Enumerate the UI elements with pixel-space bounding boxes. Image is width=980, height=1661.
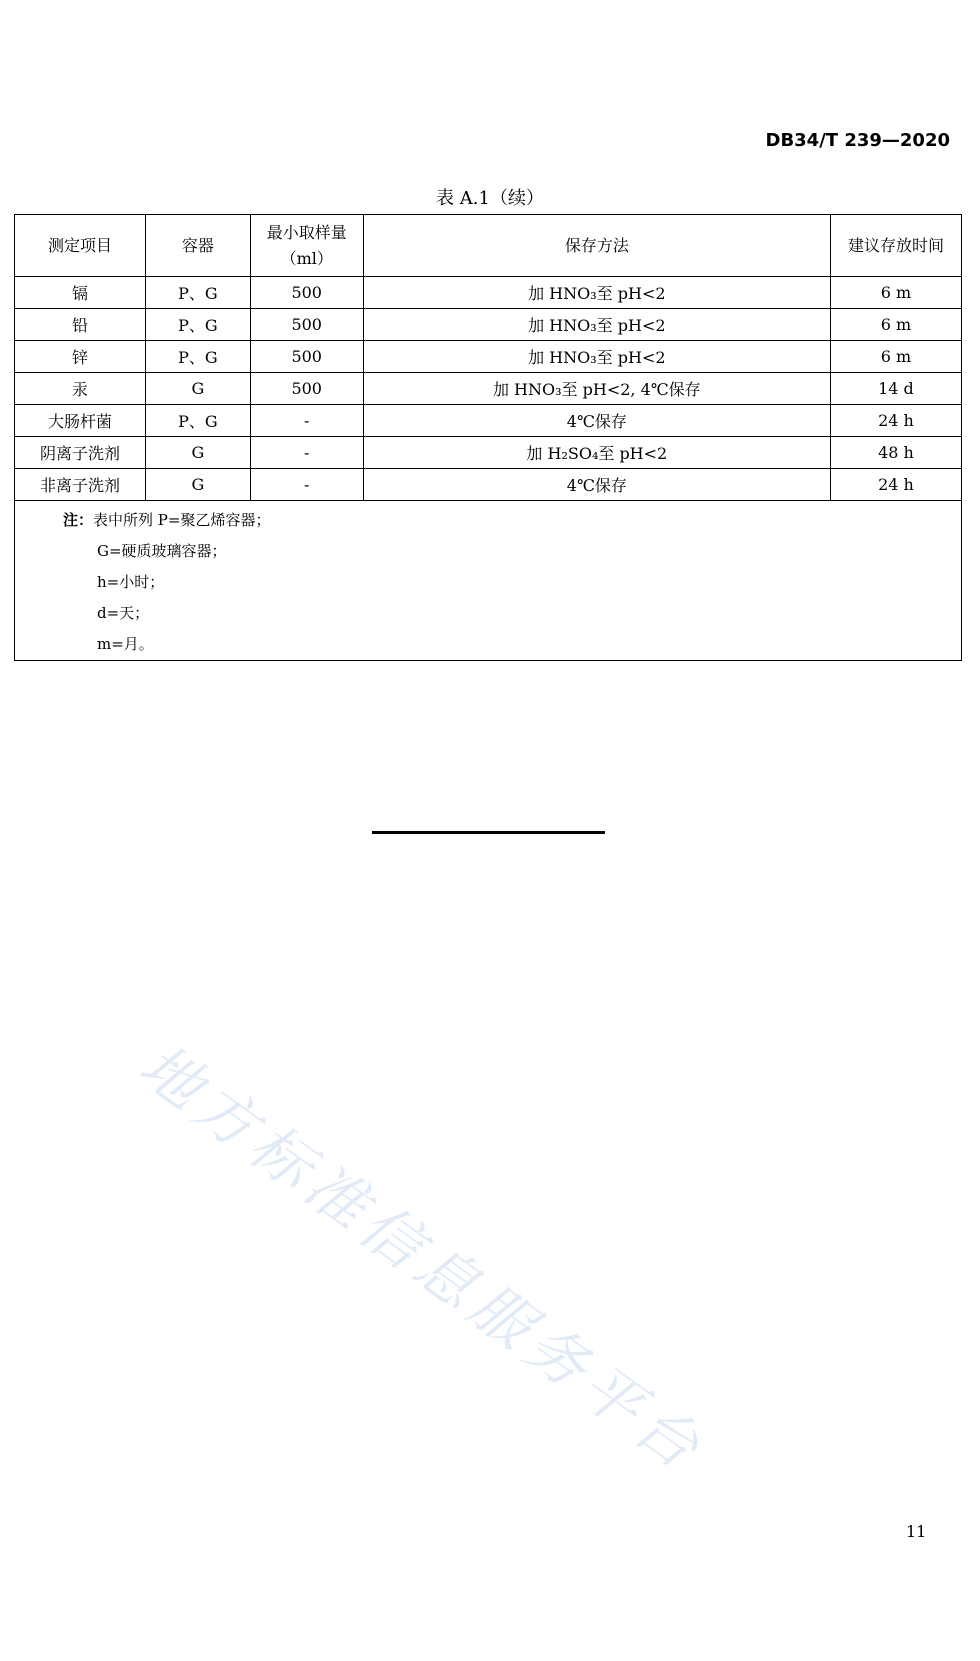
cell-item: 非离子洗剂 [15,469,146,501]
note-line: m=月。 [97,635,154,653]
col-header-container: 容器 [146,215,251,277]
cell-volume: - [250,469,363,501]
table-row [15,277,962,309]
cell-method: 4℃保存 [363,469,830,501]
table-header-row [15,215,962,277]
table-row [15,405,962,437]
cell-container: P、G [146,341,251,373]
table-row [15,373,962,405]
cell-period: 48 h [830,437,961,469]
note-label: 注： [63,511,94,529]
cell-item: 阴离子洗剂 [15,437,146,469]
cell-container: P、G [146,277,251,309]
cell-period: 6 m [830,309,961,341]
col-header-min-volume [250,215,363,277]
cell-method: 加 HNO₃至 pH<2 [363,341,830,373]
min-volume-label: 最小取样量 [266,222,347,242]
cell-period: 6 m [830,277,961,309]
end-rule [372,831,605,834]
table-row [15,309,962,341]
cell-period: 6 m [830,341,961,373]
page-number: 11 [906,1522,927,1541]
min-volume-unit: （ml） [280,248,333,268]
cell-item: 汞 [15,373,146,405]
cell-method: 加 H₂SO₄至 pH<2 [363,437,830,469]
cell-method: 加 HNO₃至 pH<2 [363,277,830,309]
cell-volume: - [250,405,363,437]
cell-volume: - [250,437,363,469]
cell-container: G [146,437,251,469]
cell-period: 14 d [830,373,961,405]
watermark: 地方标准信息服务平台 [126,1030,718,1487]
col-header-period: 建议存放时间 [830,215,961,277]
table-row [15,437,962,469]
table-row [15,341,962,373]
table-row [15,469,962,501]
preservation-table [14,214,962,661]
cell-method: 加 HNO₃至 pH<2 [363,309,830,341]
cell-volume: 500 [250,277,363,309]
note-line [15,505,961,536]
table-notes [15,501,962,661]
cell-item: 大肠杆菌 [15,405,146,437]
note-line: G=硬质玻璃容器； [97,542,227,560]
cell-method: 4℃保存 [363,405,830,437]
note-text: 表中所列 P=聚乙烯容器； [93,511,271,529]
cell-item: 锌 [15,341,146,373]
cell-container: P、G [146,309,251,341]
cell-period: 24 h [830,469,961,501]
cell-volume: 500 [250,309,363,341]
cell-volume: 500 [250,341,363,373]
cell-period: 24 h [830,405,961,437]
document-number: DB34/T 239—2020 [765,130,950,151]
note-line: h=小时； [97,573,165,591]
cell-item: 镉 [15,277,146,309]
table-notes-row [15,501,962,661]
cell-container: G [146,373,251,405]
col-header-method: 保存方法 [363,215,830,277]
cell-volume: 500 [250,373,363,405]
cell-container: P、G [146,405,251,437]
table-caption: 表 A.1（续） [436,188,544,209]
cell-item: 铅 [15,309,146,341]
col-header-item: 测定项目 [15,215,146,277]
note-line: d=天； [97,604,150,622]
cell-container: G [146,469,251,501]
cell-method: 加 HNO₃至 pH<2, 4℃保存 [363,373,830,405]
